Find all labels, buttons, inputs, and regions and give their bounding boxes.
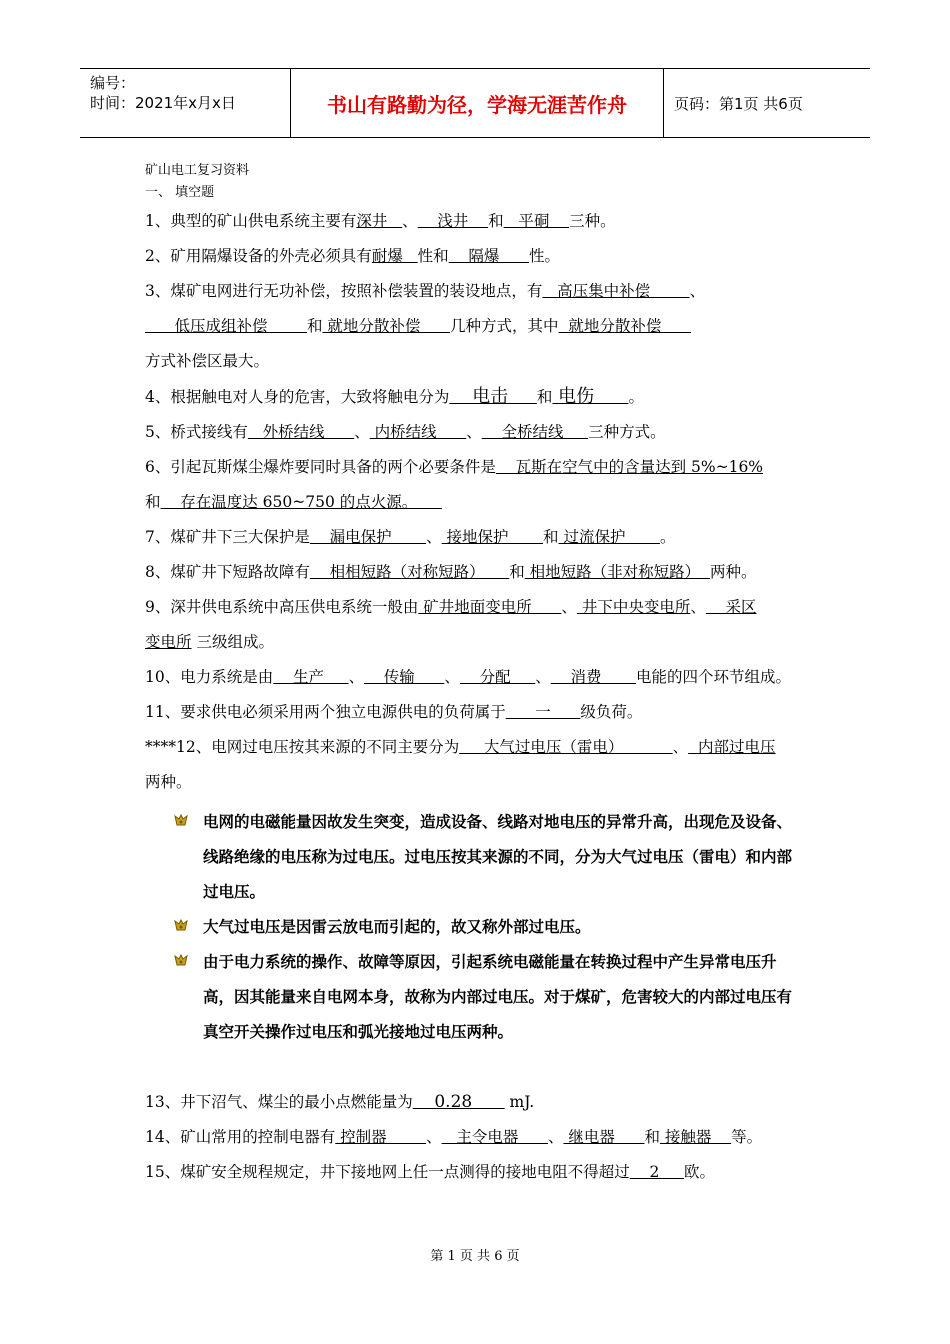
q7-answer-2: 接地保护	[441, 528, 544, 546]
q3-answer-2: 低压成组补偿	[145, 317, 307, 335]
q10-suffix: 电能的四个环节组成。	[635, 668, 791, 686]
q12-answer-2: 内部过电压	[688, 738, 776, 756]
q2-sep-1: 性和	[417, 247, 449, 265]
q14-answer-1: 控制器	[335, 1128, 427, 1146]
question-4	[145, 379, 810, 415]
q3-answer-4: 就地分散补偿	[558, 317, 691, 335]
question-12	[145, 730, 810, 765]
q12-prefix: ****12、电网过电压按其来源的不同主要分为	[145, 738, 460, 756]
bullet-icon	[173, 953, 189, 969]
q8-sep-1: 和	[509, 563, 525, 581]
question-11	[145, 695, 810, 730]
q5-sep-2: 、	[466, 423, 482, 441]
q14-answer-4: 接触器	[659, 1128, 732, 1146]
q8-prefix: 8、煤矿井下短路故障有	[145, 563, 310, 581]
q5-suffix: 三种方式。	[588, 423, 666, 441]
q7-answer-1: 漏电保护	[309, 528, 427, 546]
q1-sep-1: 、	[402, 212, 418, 230]
q2-prefix: 2、矿用隔爆设备的外壳必须具有	[145, 247, 372, 265]
document-body	[145, 160, 810, 1190]
q10-answer-1: 生产	[273, 668, 349, 686]
q2-answer-2: 隔爆	[448, 247, 529, 265]
q9-suffix: 三级组成。	[191, 633, 274, 651]
q4-suffix: 。	[628, 388, 644, 406]
q1-suffix: 三种。	[569, 212, 616, 230]
q8-suffix: 两种。	[710, 563, 757, 581]
q12-sep-1: 、	[672, 738, 689, 756]
q14-answer-3: 继电器	[563, 1128, 645, 1146]
question-3-end: 方式补偿区最大。	[145, 352, 270, 370]
question-12-end: 两种。	[145, 773, 192, 791]
q6-sep: 和	[145, 493, 161, 511]
question-15	[145, 1155, 810, 1190]
q12-answer-1: 大气过电压（雷电）	[459, 738, 673, 756]
q2-suffix: 性。	[528, 247, 560, 265]
bullet-paragraph-1	[203, 804, 807, 909]
q10-answer-2: 传输	[364, 668, 445, 686]
q9-answer-1: 矿井地面变电所	[418, 598, 562, 616]
page-code: 页码：第1页 共6页	[674, 94, 803, 113]
q10-sep-1: 、	[348, 668, 365, 686]
q15-prefix: 15、煤矿安全规程规定，井下接地网上任一点测得的接地电阻不得超过	[145, 1163, 630, 1181]
q15-answer-1: 2	[629, 1163, 684, 1181]
bullet-icon	[173, 918, 189, 934]
q14-answer-2: 主令电器	[441, 1128, 548, 1146]
time-label: 时间：2021年x月x日	[90, 94, 236, 112]
q13-prefix: 13、井下沼气、煤尘的最小点燃能量为	[145, 1093, 413, 1111]
number-label: 编号：	[90, 74, 136, 92]
q3-answer-3: 就地分散补偿	[322, 317, 450, 335]
bullet-paragraph-2	[203, 909, 807, 944]
q5-answer-1: 外桥结线	[247, 423, 355, 441]
q15-suffix: 欧。	[683, 1163, 715, 1181]
q5-answer-2: 内桥结线	[369, 423, 467, 441]
q4-sep-1: 和	[536, 388, 553, 406]
q14-sep-1: 、	[426, 1128, 442, 1146]
q14-prefix: 14、矿山常用的控制电器有	[145, 1128, 336, 1146]
question-9-cont	[145, 625, 810, 660]
question-7	[145, 520, 810, 555]
q7-answer-3: 过流保护	[558, 528, 660, 546]
q8-answer-1: 相相短路（对称短路）	[309, 563, 510, 581]
q5-answer-3: 全桥结线	[481, 423, 589, 441]
question-13	[145, 1085, 810, 1120]
q6-answer-2: 存在温度达 650~750 的点火源。	[160, 493, 442, 511]
question-8	[145, 555, 810, 590]
q14-suffix: 等。	[731, 1128, 763, 1146]
q2-answer-1: 耐爆	[371, 247, 418, 265]
motto: 书山有路勤为径，学海无涯苦作舟	[291, 69, 664, 137]
q10-answer-4: 消费	[550, 668, 636, 686]
bullet-text-3: 由于电力系统的操作、故障等原因，引起系统电磁能量在转换过程中产生异常电压升高，因其能量来自电网本身，故称为内部过电压。对于煤矿，危害较大的内部过电压有真空开关操作过电压和弧光接地过电压两种。	[203, 952, 793, 1041]
header-left	[80, 69, 291, 137]
q1-prefix: 1、典型的矿山供电系统主要有	[145, 212, 357, 230]
q7-sep-1: 、	[426, 528, 442, 546]
q9-sep-2: 、	[690, 598, 706, 616]
q9-prefix: 9、深井供电系统中高压供电系统一般由	[145, 598, 419, 616]
q5-prefix: 5、桥式接线有	[145, 423, 248, 441]
q10-sep-3: 、	[535, 668, 551, 686]
q4-prefix: 4、根据触电对人身的危害，大致将触电分为	[145, 388, 450, 406]
q13-suffix: mJ.	[504, 1093, 535, 1111]
question-1	[145, 204, 810, 239]
question-9	[145, 590, 810, 625]
q10-sep-2: 、	[444, 668, 460, 686]
q7-prefix: 7、煤矿井下三大保护是	[145, 528, 310, 546]
q4-answer-2: 电伤	[552, 386, 629, 407]
question-6	[145, 450, 810, 485]
q6-answer-1: 瓦斯在空气中的含量达到 5%~16%	[495, 458, 764, 476]
q14-sep-3: 和	[644, 1128, 660, 1146]
bullet-paragraph-3	[203, 944, 807, 1049]
q5-sep-1: 、	[354, 423, 370, 441]
q4-answer-1: 电击	[449, 386, 537, 407]
doc-title: 矿山电工复习资料	[145, 163, 250, 178]
page-footer: 第 1 页 共 6 页	[430, 1249, 520, 1264]
q11-prefix: 11、要求供电必须采用两个独立电源供电的负荷属于	[145, 703, 506, 721]
q14-sep-2: 、	[547, 1128, 564, 1146]
q7-sep-2: 和	[543, 528, 559, 546]
q8-answer-2: 相地短路（非对称短路）	[524, 563, 711, 581]
q11-suffix: 级负荷。	[580, 703, 643, 721]
page-header	[80, 68, 870, 138]
q6-prefix: 6、引起瓦斯煤尘爆炸要同时具备的两个必要条件是	[145, 458, 496, 476]
section-title: 一、 填空题	[145, 185, 215, 200]
q3-answer-1: 高压集中补偿	[542, 282, 690, 300]
q3-sep-1: 、	[689, 282, 706, 300]
q3-sep-2: 和	[306, 317, 323, 335]
q9-answer-3: 采区	[705, 598, 757, 616]
question-10	[145, 660, 810, 695]
question-5	[145, 415, 810, 450]
q1-answer-2: 浅井	[417, 212, 489, 230]
question-14	[145, 1120, 810, 1155]
question-3	[145, 274, 810, 309]
bullet-icon	[173, 813, 189, 829]
q11-answer-1: 一	[505, 703, 581, 721]
q9-sep-1: 、	[561, 598, 577, 616]
q3-sep-3: 几种方式，其中	[450, 317, 559, 335]
q9-answer-3-cont: 变电所	[145, 633, 192, 651]
q3-prefix: 3、煤矿电网进行无功补偿，按照补偿装置的装设地点，有	[145, 282, 543, 300]
q9-answer-2: 井下中央变电所	[576, 598, 691, 616]
q1-answer-3: 平硐	[503, 212, 570, 230]
bullet-text-1: 电网的电磁能量因故发生突变，造成设备、线路对地电压的异常升高，出现危及设备、线路绝缘的电压称为过电压。过电压按其来源的不同，分为大气过电压（雷电）和内部过电压。	[203, 812, 793, 901]
bullet-text-2: 大气过电压是因雷云放电而引起的，故又称外部过电压。	[203, 917, 591, 936]
question-2	[145, 239, 810, 274]
q7-suffix: 。	[659, 528, 676, 546]
q1-answer-1: 深井	[356, 212, 403, 230]
question-6-cont	[145, 485, 810, 520]
q10-answer-3: 分配	[459, 668, 536, 686]
q1-sep-2: 和	[488, 212, 504, 230]
question-3-cont	[145, 309, 810, 344]
q13-answer-1: 0.28	[412, 1092, 505, 1112]
q10-prefix: 10、电力系统是由	[145, 668, 274, 686]
